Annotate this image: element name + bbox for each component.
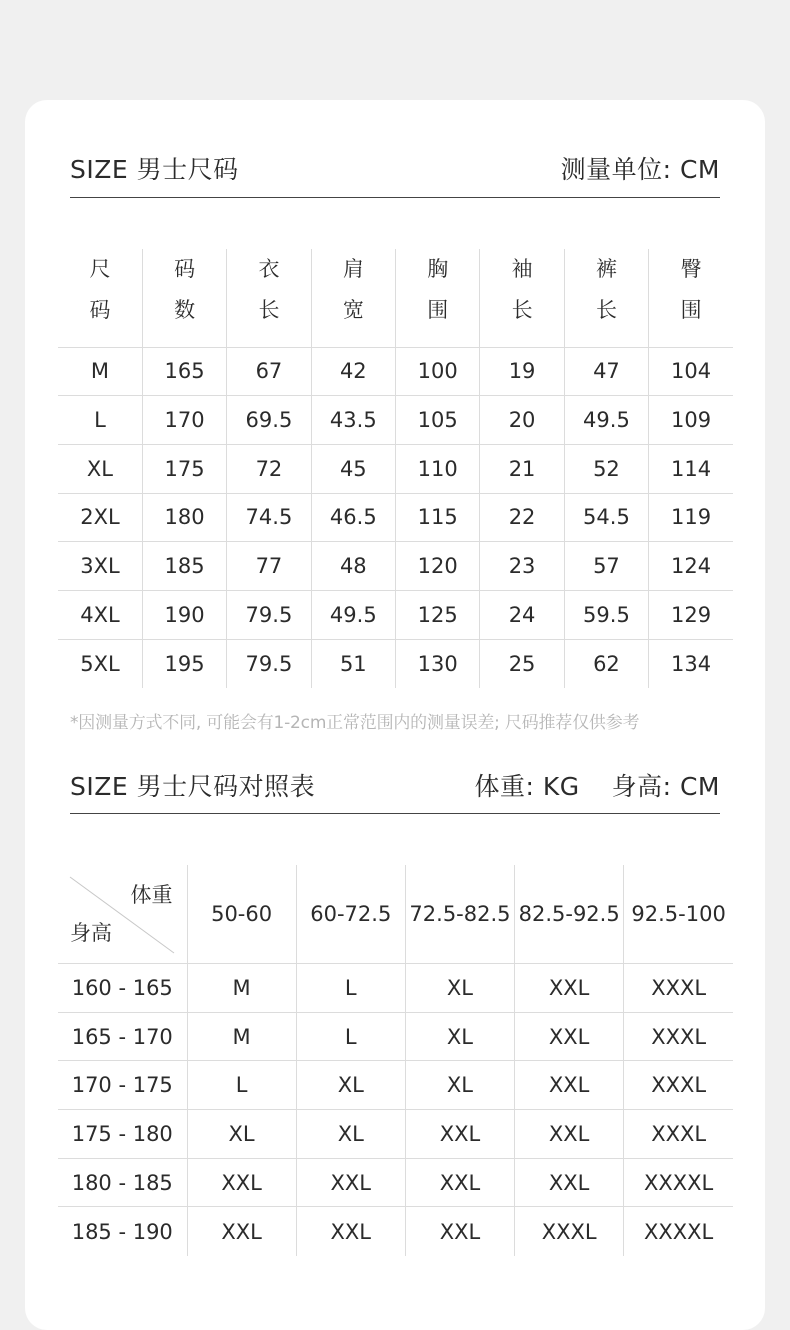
header-cell: 尺 码 [89,257,111,322]
table-cell: 48 [311,542,395,591]
table-cell: XL [296,1061,405,1110]
table-row [58,542,733,591]
height-unit-label: 身高: CM [611,772,720,801]
table-cell: L [58,396,142,445]
table-cell: XL [405,1012,514,1061]
size-chart-unit: 测量单位: CM [560,155,720,184]
weight-column-header: 72.5-82.5 [405,865,514,964]
table-cell: L [296,1012,405,1061]
table-cell: 120 [396,542,480,591]
table-cell: 5XL [58,639,142,688]
table-cell: M [187,1012,296,1061]
table-row [58,964,733,1013]
table-row [58,1061,733,1110]
reference-chart-header [70,767,720,803]
size-chart-title: SIZE 男士尺码 [70,155,239,184]
weight-column-header: 82.5-92.5 [515,865,624,964]
height-range-cell: 175 - 180 [58,1110,187,1159]
table-cell: XXL [515,1012,624,1061]
weight-unit-label: 体重: KG [474,772,580,801]
table-row [58,590,733,639]
header-cell: 裤 长 [564,249,648,347]
weight-column-header: 92.5-100 [624,865,733,964]
header-cell: 肩 宽 [311,249,395,347]
table-cell: XXXXL [624,1158,733,1207]
table-cell: 45 [311,444,395,493]
reference-chart-header-row [58,865,733,964]
table-cell: 52 [564,444,648,493]
table-cell: 24 [480,590,564,639]
table-cell: XXL [405,1158,514,1207]
table-cell: L [296,964,405,1013]
table-cell: 3XL [58,542,142,591]
header-cell: 码 数 [142,249,226,347]
table-cell: 119 [649,493,733,542]
height-range-cell: 165 - 170 [58,1012,187,1061]
table-row [58,1012,733,1061]
table-cell: 42 [311,347,395,396]
table-cell: XXL [515,1110,624,1159]
header-cell: 袖 长 [480,249,564,347]
table-cell: XXL [405,1110,514,1159]
measurement-note: *因测量方式不同, 可能会有1-2cm正常范围内的测量误差; 尺码推荐仅供参考 [70,713,640,733]
table-cell: 77 [227,542,311,591]
table-cell: 54.5 [564,493,648,542]
table-row [58,1158,733,1207]
reference-chart-units [474,767,720,803]
corner-header-cell [58,865,187,964]
table-cell: 49.5 [311,590,395,639]
table-cell: 170 [142,396,226,445]
table-cell: 125 [396,590,480,639]
table-cell: 19 [480,347,564,396]
table-cell: 25 [480,639,564,688]
table-cell: XXL [405,1207,514,1256]
table-cell: XXXL [515,1207,624,1256]
table-cell: 62 [564,639,648,688]
table-cell: XL [296,1110,405,1159]
table-cell: 57 [564,542,648,591]
header-cell: 胸 围 [396,249,480,347]
table-row [58,493,733,542]
table-cell: M [58,347,142,396]
table-cell: 46.5 [311,493,395,542]
table-cell: 43.5 [311,396,395,445]
reference-chart-divider [70,813,720,814]
table-cell: 115 [396,493,480,542]
table-row [58,639,733,688]
table-cell: XL [405,964,514,1013]
table-cell: XXL [515,964,624,1013]
height-range-cell: 160 - 165 [58,964,187,1013]
table-cell: 51 [311,639,395,688]
table-cell: 180 [142,493,226,542]
table-cell: 2XL [58,493,142,542]
height-range-cell: 185 - 190 [58,1207,187,1256]
table-cell: 165 [142,347,226,396]
size-chart-header-row [58,249,733,347]
table-cell: 100 [396,347,480,396]
reference-chart-table [58,865,733,1256]
size-chart-header [70,150,720,186]
table-row [58,396,733,445]
table-cell: XXXL [624,1061,733,1110]
table-cell: 20 [480,396,564,445]
reference-chart-title: SIZE 男士尺码对照表 [70,772,316,801]
table-cell: XXL [187,1158,296,1207]
header-cell: 衣 长 [227,249,311,347]
table-cell: 129 [649,590,733,639]
table-cell: 104 [649,347,733,396]
table-cell: XL [58,444,142,493]
corner-height-label: 身高 [70,921,112,945]
table-row [58,347,733,396]
table-cell: XXL [187,1207,296,1256]
table-cell: XXL [296,1158,405,1207]
weight-column-header: 50-60 [187,865,296,964]
table-cell: 49.5 [564,396,648,445]
table-cell: 22 [480,493,564,542]
table-cell: XXL [296,1207,405,1256]
weight-column-header: 60-72.5 [296,865,405,964]
table-cell: 124 [649,542,733,591]
table-cell: XXL [515,1158,624,1207]
table-cell: L [187,1061,296,1110]
table-cell: 4XL [58,590,142,639]
size-chart-table [58,249,733,688]
table-cell: 47 [564,347,648,396]
table-cell: 110 [396,444,480,493]
table-cell: XL [405,1061,514,1110]
table-cell: XXXL [624,964,733,1013]
table-cell: 74.5 [227,493,311,542]
table-cell: XXL [515,1061,624,1110]
corner-weight-label: 体重 [130,883,173,907]
table-cell: XXXL [624,1110,733,1159]
table-row [58,1207,733,1256]
table-cell: 72 [227,444,311,493]
table-row [58,444,733,493]
table-cell: 185 [142,542,226,591]
height-range-cell: 170 - 175 [58,1061,187,1110]
table-cell: XXXL [624,1012,733,1061]
table-cell: 79.5 [227,639,311,688]
size-chart-divider [70,197,720,198]
table-cell: 175 [142,444,226,493]
table-cell: M [187,964,296,1013]
header-cell: 臀 围 [649,249,733,347]
table-cell: 69.5 [227,396,311,445]
table-cell: 79.5 [227,590,311,639]
height-range-cell: 180 - 185 [58,1158,187,1207]
table-cell: XXXXL [624,1207,733,1256]
table-cell: 114 [649,444,733,493]
table-cell: 67 [227,347,311,396]
table-cell: 190 [142,590,226,639]
table-cell: 23 [480,542,564,591]
table-cell: 134 [649,639,733,688]
table-cell: 195 [142,639,226,688]
table-cell: 21 [480,444,564,493]
table-row [58,1110,733,1159]
table-cell: 130 [396,639,480,688]
table-cell: 105 [396,396,480,445]
table-cell: 109 [649,396,733,445]
table-cell: XL [187,1110,296,1159]
table-cell: 59.5 [564,590,648,639]
